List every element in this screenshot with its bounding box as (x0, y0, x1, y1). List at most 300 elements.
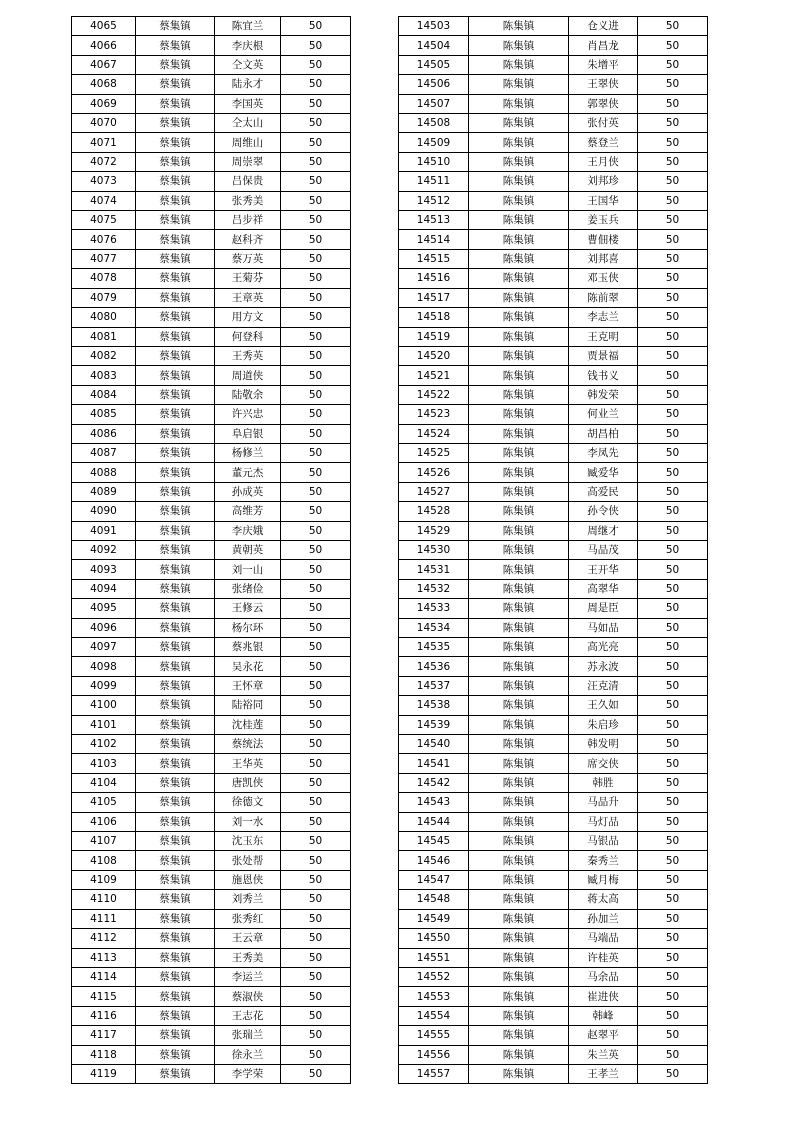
name-cell: 朱启珍 (569, 715, 638, 734)
amount-cell: 50 (638, 17, 708, 36)
name-cell: 席交侠 (569, 754, 638, 773)
town-cell: 蔡集镇 (136, 1006, 215, 1025)
town-cell: 蔡集镇 (136, 890, 215, 909)
town-cell: 蔡集镇 (136, 754, 215, 773)
name-cell: 崔进侠 (569, 987, 638, 1006)
amount-cell: 50 (638, 579, 708, 598)
row-number-cell: 4068 (72, 75, 136, 94)
name-cell: 蔡登兰 (569, 133, 638, 152)
name-cell: 王秀英 (215, 346, 281, 365)
name-cell: 王修云 (215, 599, 281, 618)
amount-cell: 50 (281, 424, 351, 443)
town-cell: 蔡集镇 (136, 346, 215, 365)
table-row (399, 812, 708, 831)
amount-cell: 50 (638, 288, 708, 307)
row-number-cell: 14528 (399, 502, 469, 521)
name-cell: 刘一山 (215, 560, 281, 579)
name-cell: 苏永波 (569, 657, 638, 676)
name-cell: 马端品 (569, 929, 638, 948)
amount-cell: 50 (638, 1045, 708, 1064)
table-row (72, 482, 351, 501)
table-row (399, 793, 708, 812)
town-cell: 陈集镇 (469, 366, 569, 385)
row-number-cell: 4103 (72, 754, 136, 773)
amount-cell: 50 (281, 696, 351, 715)
town-cell: 蔡集镇 (136, 832, 215, 851)
table-row (399, 696, 708, 715)
town-cell: 陈集镇 (469, 657, 569, 676)
name-cell: 赵翠平 (569, 1026, 638, 1045)
amount-cell: 50 (638, 191, 708, 210)
name-cell: 杨修兰 (215, 443, 281, 462)
town-cell: 陈集镇 (469, 540, 569, 559)
town-cell: 蔡集镇 (136, 579, 215, 598)
row-number-cell: 4084 (72, 385, 136, 404)
town-cell: 陈集镇 (469, 172, 569, 191)
table-row (72, 929, 351, 948)
amount-cell: 50 (638, 735, 708, 754)
town-cell: 蔡集镇 (136, 1026, 215, 1045)
amount-cell: 50 (281, 172, 351, 191)
amount-cell: 50 (281, 987, 351, 1006)
amount-cell: 50 (638, 676, 708, 695)
amount-cell: 50 (281, 308, 351, 327)
name-cell: 朱兰英 (569, 1045, 638, 1064)
row-number-cell: 14525 (399, 443, 469, 462)
amount-cell: 50 (281, 754, 351, 773)
name-cell: 张秀美 (215, 191, 281, 210)
row-number-cell: 14508 (399, 114, 469, 133)
row-number-cell: 14523 (399, 405, 469, 424)
row-number-cell: 4106 (72, 812, 136, 831)
table-row (399, 308, 708, 327)
name-cell: 臧月梅 (569, 870, 638, 889)
row-number-cell: 4112 (72, 929, 136, 948)
amount-cell: 50 (281, 385, 351, 404)
amount-cell: 50 (281, 75, 351, 94)
table-row (399, 172, 708, 191)
town-cell: 陈集镇 (469, 463, 569, 482)
town-cell: 蔡集镇 (136, 870, 215, 889)
row-number-cell: 14535 (399, 638, 469, 657)
row-number-cell: 14530 (399, 540, 469, 559)
table-row (72, 735, 351, 754)
town-cell: 蔡集镇 (136, 172, 215, 191)
town-cell: 蔡集镇 (136, 36, 215, 55)
row-number-cell: 14514 (399, 230, 469, 249)
table-row (72, 521, 351, 540)
amount-cell: 50 (281, 17, 351, 36)
name-cell: 臧爱华 (569, 463, 638, 482)
table-row (399, 579, 708, 598)
name-cell: 蔡兆银 (215, 638, 281, 657)
name-cell: 陆永才 (215, 75, 281, 94)
table-row (399, 735, 708, 754)
town-cell: 蔡集镇 (136, 133, 215, 152)
town-cell: 陈集镇 (469, 191, 569, 210)
amount-cell: 50 (281, 638, 351, 657)
table-row (399, 385, 708, 404)
name-cell: 刘一水 (215, 812, 281, 831)
name-cell: 曹佃楼 (569, 230, 638, 249)
row-number-cell: 14545 (399, 832, 469, 851)
town-cell: 蔡集镇 (136, 502, 215, 521)
amount-cell: 50 (281, 230, 351, 249)
amount-cell: 50 (281, 1045, 351, 1064)
name-cell: 李学荣 (215, 1064, 281, 1083)
town-cell: 蔡集镇 (136, 288, 215, 307)
table-row (72, 793, 351, 812)
name-cell: 阜启银 (215, 424, 281, 443)
table-row (72, 75, 351, 94)
amount-cell: 50 (638, 152, 708, 171)
town-cell: 蔡集镇 (136, 521, 215, 540)
table-row (72, 36, 351, 55)
row-number-cell: 14547 (399, 870, 469, 889)
table-row (399, 17, 708, 36)
row-number-cell: 14533 (399, 599, 469, 618)
town-cell: 陈集镇 (469, 55, 569, 74)
table-row (399, 133, 708, 152)
table-row (72, 851, 351, 870)
town-cell: 蔡集镇 (136, 560, 215, 579)
row-number-cell: 14510 (399, 152, 469, 171)
town-cell: 蔡集镇 (136, 618, 215, 637)
town-cell: 陈集镇 (469, 832, 569, 851)
row-number-cell: 14551 (399, 948, 469, 967)
town-cell: 蔡集镇 (136, 55, 215, 74)
amount-cell: 50 (638, 657, 708, 676)
name-cell: 张处帮 (215, 851, 281, 870)
name-cell: 蔡统法 (215, 735, 281, 754)
name-cell: 高翠华 (569, 579, 638, 598)
amount-cell: 50 (281, 1006, 351, 1025)
right-roster-table (398, 16, 708, 1084)
name-cell: 仓义进 (569, 17, 638, 36)
row-number-cell: 4093 (72, 560, 136, 579)
amount-cell: 50 (281, 812, 351, 831)
table-row (399, 851, 708, 870)
town-cell: 陈集镇 (469, 482, 569, 501)
name-cell: 邓玉侠 (569, 269, 638, 288)
name-cell: 孙成英 (215, 482, 281, 501)
name-cell: 李庆根 (215, 36, 281, 55)
amount-cell: 50 (638, 346, 708, 365)
town-cell: 蔡集镇 (136, 851, 215, 870)
town-cell: 陈集镇 (469, 75, 569, 94)
name-cell: 吕保贵 (215, 172, 281, 191)
amount-cell: 50 (638, 773, 708, 792)
amount-cell: 50 (281, 152, 351, 171)
name-cell: 吕步祥 (215, 211, 281, 230)
table-row (72, 249, 351, 268)
name-cell: 刘秀兰 (215, 890, 281, 909)
table-row (399, 269, 708, 288)
amount-cell: 50 (638, 696, 708, 715)
row-number-cell: 14549 (399, 909, 469, 928)
table-row (399, 948, 708, 967)
town-cell: 陈集镇 (469, 754, 569, 773)
table-row (72, 94, 351, 113)
town-cell: 蔡集镇 (136, 327, 215, 346)
name-cell: 黄朝英 (215, 540, 281, 559)
row-number-cell: 14540 (399, 735, 469, 754)
name-cell: 张付英 (569, 114, 638, 133)
amount-cell: 50 (638, 36, 708, 55)
table-row (399, 366, 708, 385)
table-row (399, 114, 708, 133)
row-number-cell: 4114 (72, 967, 136, 986)
name-cell: 胡昌柏 (569, 424, 638, 443)
amount-cell: 50 (638, 114, 708, 133)
row-number-cell: 14526 (399, 463, 469, 482)
town-cell: 陈集镇 (469, 638, 569, 657)
row-number-cell: 14529 (399, 521, 469, 540)
amount-cell: 50 (638, 851, 708, 870)
name-cell: 沈玉东 (215, 832, 281, 851)
name-cell: 朱增平 (569, 55, 638, 74)
table-row (72, 463, 351, 482)
table-row (72, 327, 351, 346)
row-number-cell: 14554 (399, 1006, 469, 1025)
row-number-cell: 4087 (72, 443, 136, 462)
row-number-cell: 14555 (399, 1026, 469, 1045)
row-number-cell: 14532 (399, 579, 469, 598)
name-cell: 周崇翠 (215, 152, 281, 171)
town-cell: 蔡集镇 (136, 482, 215, 501)
name-cell: 吴永花 (215, 657, 281, 676)
name-cell: 董元杰 (215, 463, 281, 482)
name-cell: 蔡淑侠 (215, 987, 281, 1006)
town-cell: 蔡集镇 (136, 967, 215, 986)
name-cell: 孙加兰 (569, 909, 638, 928)
table-row (72, 618, 351, 637)
table-row (72, 191, 351, 210)
table-row (399, 230, 708, 249)
table-row (72, 909, 351, 928)
row-number-cell: 4100 (72, 696, 136, 715)
row-number-cell: 14537 (399, 676, 469, 695)
table-row (72, 405, 351, 424)
amount-cell: 50 (638, 1064, 708, 1083)
table-row (72, 288, 351, 307)
table-row (72, 890, 351, 909)
name-cell: 王孝兰 (569, 1064, 638, 1083)
row-number-cell: 14511 (399, 172, 469, 191)
table-row (399, 638, 708, 657)
amount-cell: 50 (281, 870, 351, 889)
table-row (72, 560, 351, 579)
row-number-cell: 4083 (72, 366, 136, 385)
town-cell: 陈集镇 (469, 715, 569, 734)
row-number-cell: 4071 (72, 133, 136, 152)
table-row (399, 1064, 708, 1083)
amount-cell: 50 (638, 405, 708, 424)
table-row (399, 773, 708, 792)
table-row (399, 443, 708, 462)
name-cell: 周维山 (215, 133, 281, 152)
table-row (72, 1006, 351, 1025)
row-number-cell: 14542 (399, 773, 469, 792)
row-number-cell: 4072 (72, 152, 136, 171)
town-cell: 陈集镇 (469, 249, 569, 268)
name-cell: 李国英 (215, 94, 281, 113)
table-row (72, 676, 351, 695)
amount-cell: 50 (638, 540, 708, 559)
town-cell: 蔡集镇 (136, 152, 215, 171)
table-row (399, 599, 708, 618)
row-number-cell: 4066 (72, 36, 136, 55)
town-cell: 陈集镇 (469, 230, 569, 249)
amount-cell: 50 (281, 1064, 351, 1083)
row-number-cell: 14534 (399, 618, 469, 637)
town-cell: 陈集镇 (469, 308, 569, 327)
name-cell: 仝太山 (215, 114, 281, 133)
town-cell: 陈集镇 (469, 909, 569, 928)
town-cell: 蔡集镇 (136, 211, 215, 230)
row-number-cell: 4094 (72, 579, 136, 598)
name-cell: 郭翠侠 (569, 94, 638, 113)
table-row (399, 521, 708, 540)
name-cell: 王开华 (569, 560, 638, 579)
table-row (399, 55, 708, 74)
table-row (72, 870, 351, 889)
town-cell: 陈集镇 (469, 773, 569, 792)
amount-cell: 50 (638, 967, 708, 986)
amount-cell: 50 (638, 715, 708, 734)
town-cell: 蔡集镇 (136, 269, 215, 288)
table-row (72, 773, 351, 792)
row-number-cell: 4116 (72, 1006, 136, 1025)
town-cell: 陈集镇 (469, 133, 569, 152)
amount-cell: 50 (281, 715, 351, 734)
table-row (399, 890, 708, 909)
amount-cell: 50 (638, 987, 708, 1006)
amount-cell: 50 (638, 948, 708, 967)
town-cell: 陈集镇 (469, 327, 569, 346)
town-cell: 陈集镇 (469, 94, 569, 113)
table-row (72, 346, 351, 365)
table-row (399, 1006, 708, 1025)
town-cell: 陈集镇 (469, 890, 569, 909)
name-cell: 高爱民 (569, 482, 638, 501)
name-cell: 王怀章 (215, 676, 281, 695)
town-cell: 陈集镇 (469, 967, 569, 986)
amount-cell: 50 (281, 327, 351, 346)
name-cell: 韩胜 (569, 773, 638, 792)
name-cell: 施恩侠 (215, 870, 281, 889)
row-number-cell: 14520 (399, 346, 469, 365)
name-cell: 王章英 (215, 288, 281, 307)
row-number-cell: 4117 (72, 1026, 136, 1045)
name-cell: 王华英 (215, 754, 281, 773)
name-cell: 韩发荣 (569, 385, 638, 404)
row-number-cell: 4091 (72, 521, 136, 540)
left-roster-table (71, 16, 351, 1084)
amount-cell: 50 (281, 36, 351, 55)
name-cell: 马如品 (569, 618, 638, 637)
name-cell: 陈前翠 (569, 288, 638, 307)
amount-cell: 50 (281, 851, 351, 870)
name-cell: 何登科 (215, 327, 281, 346)
row-number-cell: 14522 (399, 385, 469, 404)
amount-cell: 50 (638, 133, 708, 152)
table-row (72, 17, 351, 36)
row-number-cell: 4082 (72, 346, 136, 365)
row-number-cell: 14556 (399, 1045, 469, 1064)
town-cell: 蔡集镇 (136, 987, 215, 1006)
name-cell: 王志花 (215, 1006, 281, 1025)
right-roster-body (399, 17, 708, 1084)
amount-cell: 50 (281, 521, 351, 540)
town-cell: 蔡集镇 (136, 308, 215, 327)
name-cell: 韩发明 (569, 735, 638, 754)
amount-cell: 50 (281, 443, 351, 462)
amount-cell: 50 (281, 579, 351, 598)
town-cell: 蔡集镇 (136, 676, 215, 695)
table-row (399, 346, 708, 365)
town-cell: 陈集镇 (469, 521, 569, 540)
table-row (399, 618, 708, 637)
town-cell: 陈集镇 (469, 288, 569, 307)
amount-cell: 50 (638, 502, 708, 521)
table-row (399, 211, 708, 230)
amount-cell: 50 (638, 599, 708, 618)
table-row (399, 929, 708, 948)
amount-cell: 50 (281, 618, 351, 637)
row-number-cell: 14541 (399, 754, 469, 773)
row-number-cell: 4119 (72, 1064, 136, 1083)
row-number-cell: 14518 (399, 308, 469, 327)
row-number-cell: 4095 (72, 599, 136, 618)
row-number-cell: 4085 (72, 405, 136, 424)
name-cell: 周道侠 (215, 366, 281, 385)
amount-cell: 50 (638, 327, 708, 346)
name-cell: 马品茂 (569, 540, 638, 559)
name-cell: 高光亮 (569, 638, 638, 657)
amount-cell: 50 (281, 288, 351, 307)
town-cell: 蔡集镇 (136, 657, 215, 676)
row-number-cell: 4111 (72, 909, 136, 928)
row-number-cell: 4108 (72, 851, 136, 870)
town-cell: 陈集镇 (469, 618, 569, 637)
name-cell: 王云章 (215, 929, 281, 948)
row-number-cell: 4118 (72, 1045, 136, 1064)
amount-cell: 50 (281, 249, 351, 268)
table-row (399, 327, 708, 346)
name-cell: 马品升 (569, 793, 638, 812)
row-number-cell: 14557 (399, 1064, 469, 1083)
row-number-cell: 14544 (399, 812, 469, 831)
table-row (72, 366, 351, 385)
row-number-cell: 4067 (72, 55, 136, 74)
name-cell: 贾景福 (569, 346, 638, 365)
town-cell: 蔡集镇 (136, 230, 215, 249)
town-cell: 蔡集镇 (136, 424, 215, 443)
table-row (399, 288, 708, 307)
town-cell: 陈集镇 (469, 851, 569, 870)
name-cell: 陈宜兰 (215, 17, 281, 36)
row-number-cell: 14548 (399, 890, 469, 909)
amount-cell: 50 (638, 870, 708, 889)
row-number-cell: 4081 (72, 327, 136, 346)
row-number-cell: 4109 (72, 870, 136, 889)
amount-cell: 50 (638, 618, 708, 637)
name-cell: 李志兰 (569, 308, 638, 327)
town-cell: 陈集镇 (469, 1006, 569, 1025)
row-number-cell: 14515 (399, 249, 469, 268)
row-number-cell: 14519 (399, 327, 469, 346)
